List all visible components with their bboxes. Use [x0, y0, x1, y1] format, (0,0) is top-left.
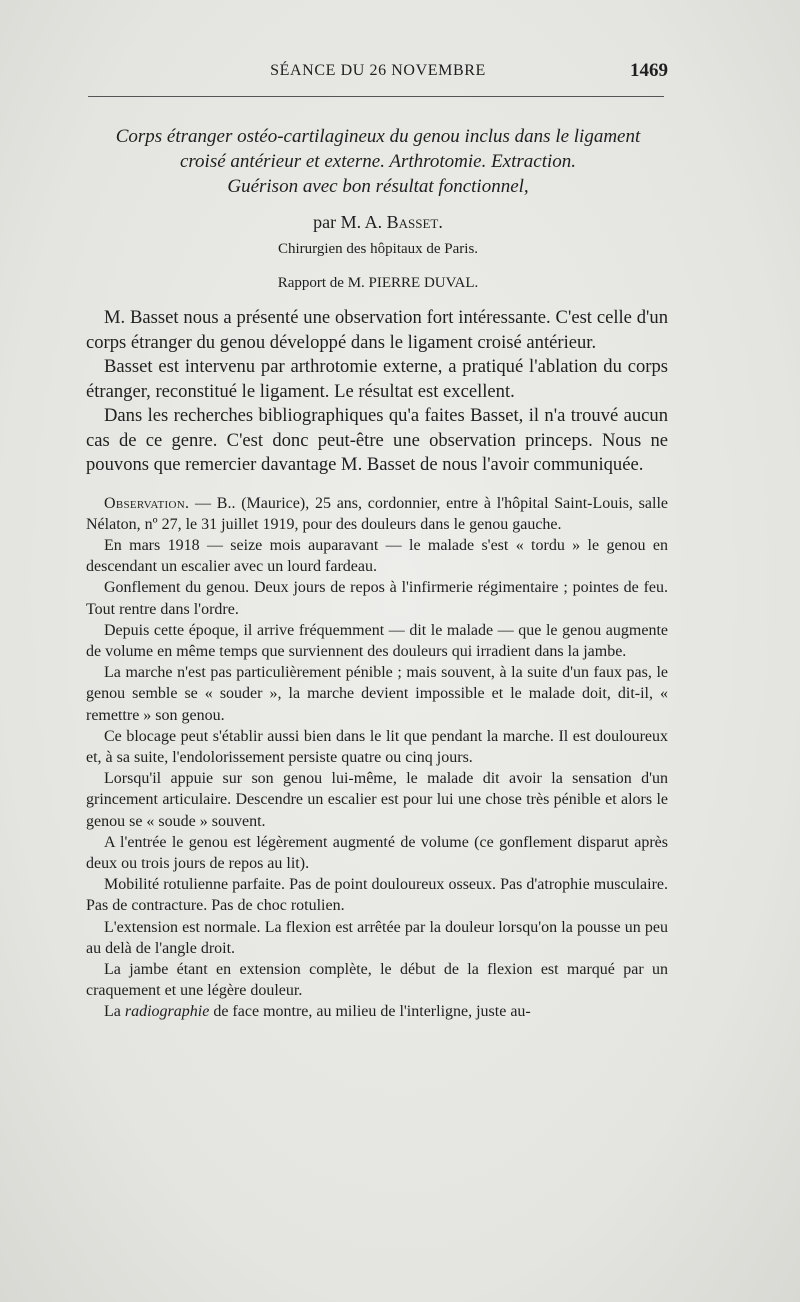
report-line: Rapport de M. PIERRE DUVAL.: [277, 275, 479, 291]
paragraph: Dans les recherches bibliographiques qu'a faites Basset, il n'a trouvé aucun cas de ce genre. C'est donc peut-être une observation princeps. Nous ne pouvons que remercier davantage M. Basset de nous l'avoir communiquée.: [86, 405, 668, 475]
observation-label: Observation.: [104, 494, 190, 512]
author-line: [86, 210, 670, 234]
observation-text: La: [104, 1003, 125, 1021]
article-title-block: [86, 124, 670, 293]
observation-paragraph: A l'entrée le genou est légèrement augmenté de volume (ce gonflement disparut après deux ou trois jours de repos au lit).: [86, 833, 668, 872]
article-title-line-1: Corps étranger ostéo-cartilagineux du genou inclus dans le ligament: [115, 126, 641, 147]
observation-paragraph: La jambe étant en extension complète, le début de la flexion est marqué par un craquement et une légère douleur.: [86, 960, 668, 1000]
section-gap: [86, 478, 668, 493]
paragraph: M. Basset nous a présenté une observation fort intéressante. C'est celle d'un corps étranger du genou développé dans le ligament croisé antérieur.: [86, 307, 668, 353]
article-body: [86, 306, 668, 1023]
observation-text: — B.. (Maurice), 25 ans, cordonnier, entre à l'hôpital Saint-Louis, salle Nélaton, nº 27, le 31 juillet 1919, pour des douleurs dans le genou gauche.: [86, 494, 668, 533]
paragraph: Basset est intervenu par arthrotomie externe, a pratiqué l'ablation du corps étranger, reconstitué le ligament. Le résultat est excellent.: [86, 356, 668, 402]
page-number: 1469: [630, 60, 668, 81]
observation-paragraph: [86, 493, 668, 535]
observation-italic-term: radiographie: [124, 1003, 210, 1021]
page-header: [88, 58, 668, 86]
observation-text: de face montre, au milieu de l'interligne, juste au-: [209, 1003, 531, 1021]
article-title-line-3: Guérison avec bon résultat fonctionnel,: [227, 176, 529, 197]
observation-paragraph: Depuis cette époque, il arrive fréquemment — dit le malade — que le genou augmente de volume en même temps que surviennent des douleurs qui irradient dans la jambe.: [86, 621, 668, 660]
observation-paragraph: En mars 1918 — seize mois auparavant — le malade s'est « tordu » le genou en descendant un escalier avec un lourd fardeau.: [86, 536, 668, 576]
author-affiliation: Chirurgien des hôpitaux de Paris.: [277, 241, 479, 257]
observation-paragraph: La marche n'est pas particulièrement pénible ; mais souvent, à la suite d'un faux pas, le genou semble se « souder », la marche devient impossible et le malade doit, dit-il, « remettre » son genou.: [86, 664, 668, 724]
observation-paragraph: Gonflement du genou. Deux jours de repos à l'infirmerie régimentaire ; pointes de feu. Tout rentre dans l'ordre.: [86, 579, 668, 618]
article-title-line-2: croisé antérieur et externe. Arthrotomie. Extraction.: [179, 151, 577, 172]
observation-paragraph: Lorsqu'il appuie sur son genou lui-même, le malade dit avoir la sensation d'un grincement articulaire. Descendre un escalier est pour lui une chose très pénible et alors le genou se « soude » souvent.: [86, 770, 668, 830]
observation-paragraph: L'extension est normale. La flexion est arrêtée par la douleur lorsqu'on la pousse un peu au delà de l'angle droit.: [86, 918, 668, 957]
author-prefix: par M. A.: [313, 212, 387, 232]
observation-paragraph: Ce blocage peut s'établir aussi bien dans le lit que pendant la marche. Il est douloureux et, à sa suite, l'endolorissement persiste quatre ou cinq jours.: [86, 727, 668, 766]
author-name: Basset.: [386, 212, 443, 232]
observation-paragraph: Mobilité rotulienne parfaite. Pas de point douloureux osseux. Pas d'atrophie musculaire. Pas de contracture. Pas de choc rotulien.: [86, 876, 668, 915]
observation-paragraph: [86, 1001, 668, 1022]
running-title: SÉANCE DU 26 NOVEMBRE: [270, 62, 486, 79]
header-rule: [88, 96, 664, 97]
